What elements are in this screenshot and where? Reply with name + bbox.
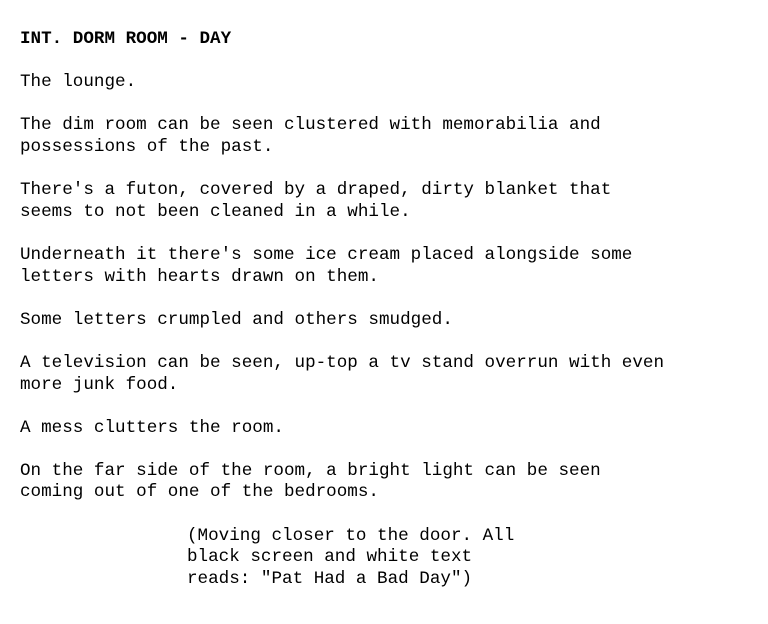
action-line: The lounge. — [20, 72, 137, 93]
action-line: A television can be seen, up-top a tv stand overrun with even — [20, 352, 665, 373]
action-block — [20, 245, 760, 288]
action-block — [20, 461, 760, 504]
parenthetical-line: black screen and white text — [187, 547, 473, 568]
parenthetical-line: reads: "Pat Had a Bad Day") — [187, 568, 473, 589]
action-block — [20, 180, 760, 223]
parenthetical-line: (Moving closer to the door. All — [187, 525, 515, 546]
screenplay-page — [20, 29, 760, 590]
action-line: There's a futon, covered by a draped, dirty blanket that — [20, 180, 612, 201]
action-block — [20, 418, 760, 440]
action-line: seems to not been cleaned in a while. — [20, 201, 411, 222]
action-block — [20, 310, 760, 332]
action-line: On the far side of the room, a bright light can be seen — [20, 460, 601, 481]
action-line: Some letters crumpled and others smudged. — [20, 309, 453, 330]
action-line: The dim room can be seen clustered with memorabilia and — [20, 115, 601, 136]
action-line: Underneath it there's some ice cream placed alongside some — [20, 244, 633, 265]
action-block — [20, 72, 760, 94]
action-line: coming out of one of the bedrooms. — [20, 482, 379, 503]
action-block — [20, 353, 760, 396]
action-block — [20, 115, 760, 158]
action-line: A mess clutters the room. — [20, 417, 284, 438]
scene-heading: INT. DORM ROOM - DAY — [20, 29, 232, 49]
action-line: more junk food. — [20, 374, 179, 395]
parenthetical — [187, 526, 760, 591]
action-line: possessions of the past. — [20, 136, 274, 157]
action-line: letters with hearts drawn on them. — [20, 266, 379, 287]
